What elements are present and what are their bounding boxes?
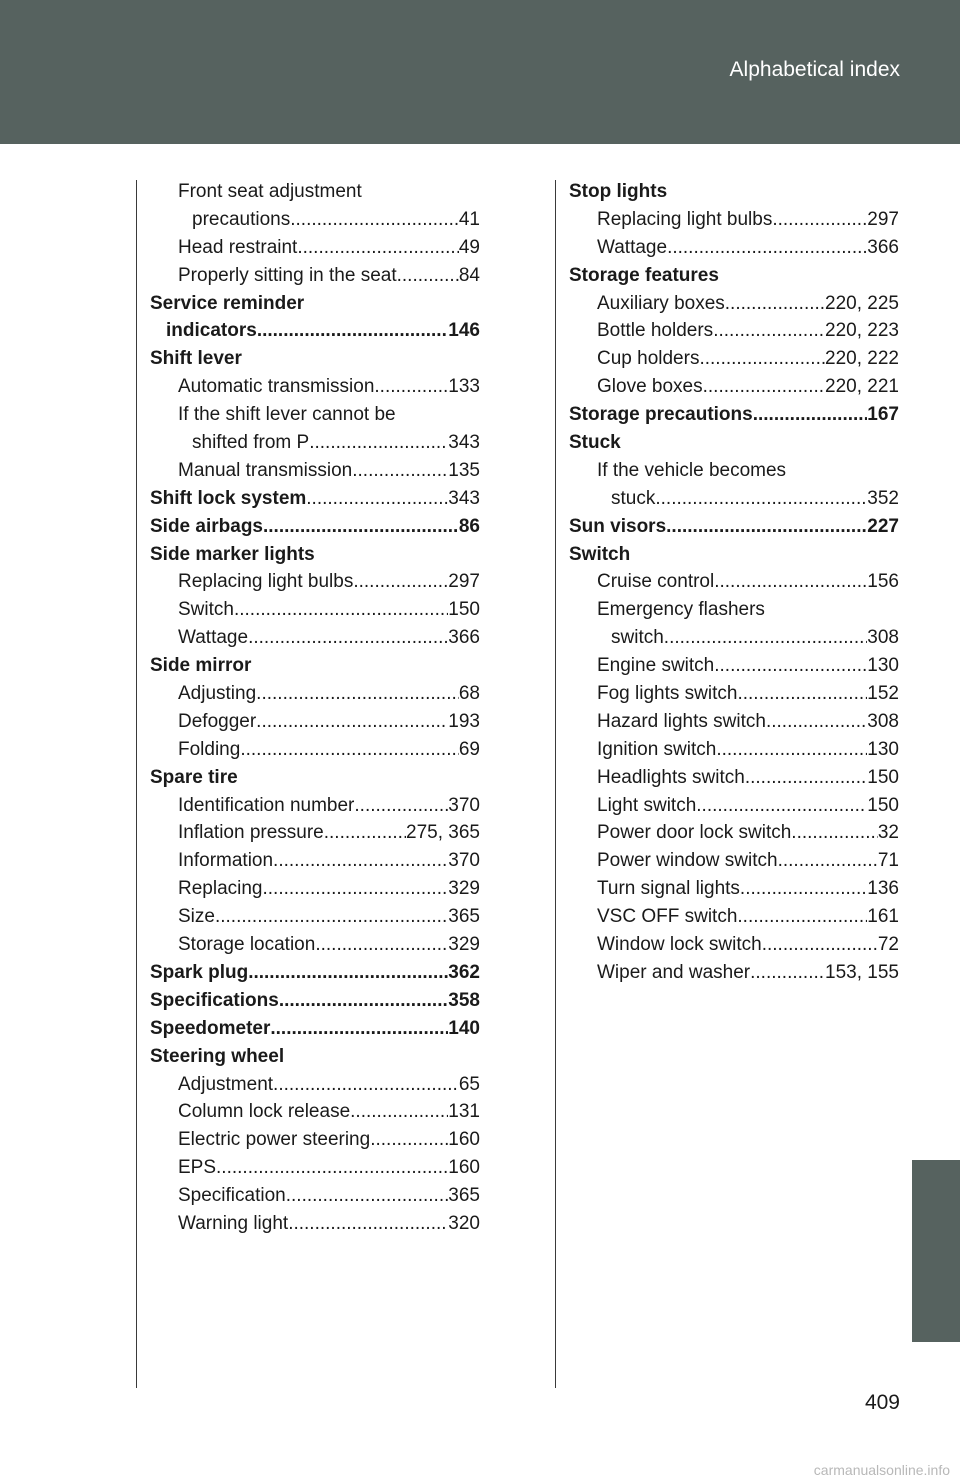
right-column-rule [555,180,556,1388]
index-entry-label: Side airbags [150,515,263,537]
dot-leader [725,290,825,318]
index-entry-label: Stuck [569,432,621,454]
index-entry [569,513,899,541]
index-entry-page: 150 [448,599,480,621]
index-entry [569,429,899,457]
index-entry-label: Side marker lights [150,543,315,565]
dot-leader [315,931,448,959]
index-entry-label: Properly sitting in the seat [178,264,397,286]
index-entry [569,345,899,373]
dot-leader [762,931,878,959]
index-entry [569,792,899,820]
index-entry-page: 133 [448,376,480,398]
section-tab [912,1160,960,1342]
index-entry-label: Fog lights switch [597,683,738,705]
index-entry [569,568,899,596]
index-entry [569,596,899,624]
index-entry [569,903,899,931]
index-entry-page: 68 [458,683,480,705]
index-entry [569,624,899,652]
index-entry-label: Bottle holders [597,320,714,342]
index-entry-page: 365 [448,1185,480,1207]
dot-leader [772,206,867,234]
dot-leader [374,373,448,401]
index-entry-page: 362 [448,961,480,983]
dot-leader [256,708,448,736]
index-entry [150,485,480,513]
index-entry-page: 135 [448,459,480,481]
dot-leader [778,847,878,875]
dot-leader [753,401,868,429]
index-entry-label: VSC OFF switch [597,906,738,928]
index-entry [569,234,899,262]
index-entry [150,1015,480,1043]
index-entry [569,401,899,429]
page-header [0,0,960,144]
index-entry-label: EPS [178,1157,217,1179]
index-entry-page: 365 [448,906,480,928]
index-entry [569,206,899,234]
index-entry-page: 140 [448,1017,480,1039]
index-entry-label: Switch [569,543,631,565]
index-entry-page: 136 [867,878,899,900]
index-entry-label: Specifications [150,989,279,1011]
index-entry-page: 308 [867,710,899,732]
index-entry [569,262,899,290]
dot-leader [216,1154,448,1182]
index-entry [569,875,899,903]
index-entry-label: If the shift lever cannot be [178,404,396,426]
index-entry-label: switch [611,627,664,649]
index-entry-page: 153, 155 [825,961,899,983]
index-entry [569,959,899,987]
dot-leader [397,262,459,290]
dot-leader [256,680,459,708]
dot-leader [257,317,448,345]
index-entry-label: shifted from P [192,432,310,454]
page-number: 409 [864,1391,900,1414]
index-entry [569,290,899,318]
index-entry-page: 130 [867,655,899,677]
footer-watermark: carmanualsonline.info [813,1462,950,1478]
dot-leader [215,903,448,931]
index-entry-page: 297 [448,571,480,593]
index-entry-page: 156 [867,571,899,593]
index-entry-page: 227 [867,515,899,537]
index-entry [150,178,480,206]
index-entry [150,903,480,931]
index-entry-page: 297 [867,208,899,230]
index-entry-label: Size [178,906,215,928]
index-entry-label: Electric power steering [178,1129,371,1151]
dot-leader [737,680,867,708]
index-entry-label: Manual transmission [178,459,353,481]
index-column-right [569,178,899,987]
dot-leader [352,457,448,485]
dot-leader [353,568,448,596]
index-entry-label: Turn signal lights [597,878,740,900]
dot-leader [737,903,867,931]
index-entry-page: 358 [448,989,480,1011]
index-entry [150,847,480,875]
index-entry [150,206,480,234]
index-entry-label: indicators [166,320,257,342]
index-entry-label: Wiper and washer [597,961,751,983]
dot-leader [766,708,867,736]
index-entry [150,680,480,708]
dot-leader [791,819,878,847]
dot-leader [248,959,448,987]
dot-leader [716,736,867,764]
dot-leader [666,513,867,541]
index-entry-page: 220, 222 [825,348,899,370]
dot-leader [703,373,825,401]
index-entry-label: Speedometer [150,1017,271,1039]
index-entry [150,792,480,820]
dot-leader [234,596,448,624]
index-entry-page: 370 [448,850,480,872]
index-entry-page: 160 [448,1129,480,1151]
index-entry-page: 193 [448,710,480,732]
index-entry-page: 131 [448,1101,480,1123]
dot-leader [273,847,448,875]
dot-leader [263,513,459,541]
index-entry-label: Spare tire [150,766,238,788]
dot-leader [655,485,867,513]
index-entry-label: Identification number [178,794,355,816]
index-entry-label: Window lock switch [597,934,762,956]
index-entry [150,959,480,987]
index-entry-label: Wattage [597,236,668,258]
index-entry [150,401,480,429]
index-entry-label: Glove boxes [597,376,703,398]
dot-leader [240,736,459,764]
index-entry-page: 220, 221 [825,376,899,398]
index-entry-label: Headlights switch [597,766,745,788]
index-entry-label: Storage precautions [569,404,753,426]
index-entry-page: 71 [877,850,899,872]
index-entry-label: Engine switch [597,655,715,677]
index-entry-page: 343 [448,432,480,454]
dot-leader [263,875,449,903]
dot-leader [714,652,867,680]
index-entry [150,736,480,764]
index-entry-label: Replacing light bulbs [597,208,773,230]
index-entry [150,764,480,792]
index-entry [150,875,480,903]
index-entry-label: Front seat adjustment [178,181,362,202]
index-entry-page: 329 [448,934,480,956]
dot-leader [664,624,868,652]
index-entry-label: Sun visors [569,515,667,537]
index-entry-label: Emergency flashers [597,599,765,621]
index-entry-label: Head restraint [178,236,298,258]
index-entry-label: Warning light [178,1212,289,1234]
index-entry [150,1098,480,1126]
index-entry-label: Specification [178,1185,286,1207]
index-entry [569,317,899,345]
index-entry-page: 220, 223 [825,320,899,342]
index-entry-page: 152 [867,683,899,705]
index-entry-label: Ignition switch [597,738,717,760]
index-column-left [150,178,480,1238]
index-entry [569,764,899,792]
index-entry-page: 65 [458,1073,480,1095]
index-entry [569,708,899,736]
index-entry [150,345,480,373]
index-entry [150,457,480,485]
dot-leader [286,1182,449,1210]
index-entry-label: Storage features [569,264,719,286]
index-entry-page: 86 [458,515,480,537]
index-entry [150,1182,480,1210]
index-entry [569,680,899,708]
index-entry-label: Replacing [178,878,263,900]
index-entry-label: Shift lever [150,348,242,370]
index-entry-label: Adjusting [178,683,257,705]
index-entry [569,178,899,206]
index-entry [150,234,480,262]
index-entry-label: Adjustment [178,1073,274,1095]
dot-leader [273,1071,459,1099]
index-entry [150,568,480,596]
index-entry-label: Side mirror [150,655,252,677]
dot-leader [309,429,448,457]
index-entry [150,1210,480,1238]
index-entry-page: 220, 225 [825,292,899,314]
index-entry [150,290,480,318]
dot-leader [279,987,448,1015]
dot-leader [350,1098,448,1126]
index-entry-page: 366 [867,236,899,258]
index-entry-page: 41 [458,208,480,230]
index-entry-page: 329 [448,878,480,900]
index-entry-label: Spark plug [150,961,249,983]
index-entry [150,1126,480,1154]
index-entry [569,541,899,569]
index-entry-page: 160 [448,1157,480,1179]
index-entry [150,429,480,457]
header-title: Alphabetical index [729,58,900,81]
index-entry-label: Power window switch [597,850,778,872]
index-entry-label: Column lock release [178,1101,351,1123]
index-entry [150,541,480,569]
index-entry [150,513,480,541]
index-entry-page: 84 [458,264,480,286]
index-entry [150,652,480,680]
index-entry [150,262,480,290]
index-entry [569,819,899,847]
index-entry [569,652,899,680]
index-entry-label: Storage location [178,934,316,956]
index-entry [569,485,899,513]
index-entry-label: Replacing light bulbs [178,571,354,593]
index-entry-page: 69 [458,738,480,760]
index-entry-label: Information [178,850,274,872]
dot-leader [699,345,825,373]
index-entry [150,1071,480,1099]
dot-leader [248,624,448,652]
index-entry-label: Inflation pressure [178,822,324,844]
index-entry [569,457,899,485]
index-entry-page: 343 [448,487,480,509]
index-entry-label: Shift lock system [150,487,307,509]
index-entry-label: Steering wheel [150,1045,285,1067]
index-entry-page: 146 [448,320,480,342]
index-entry-label: Switch [178,599,234,621]
index-entry [569,373,899,401]
index-entry [150,317,480,345]
index-entry-page: 370 [448,794,480,816]
index-entry-page: 161 [867,906,899,928]
index-entry [150,708,480,736]
dot-leader [745,764,867,792]
index-entry [150,987,480,1015]
dot-leader [354,792,448,820]
index-entry-label: Cup holders [597,348,700,370]
index-entry [150,624,480,652]
index-entry [569,736,899,764]
dot-leader [370,1126,448,1154]
index-entry-label: Wattage [178,627,249,649]
left-column-rule [136,180,137,1388]
index-entry-page: 49 [458,236,480,258]
dot-leader [714,568,867,596]
dot-leader [306,485,448,513]
index-entry-page: 366 [448,627,480,649]
index-entry [569,847,899,875]
index-entry-label: Power door lock switch [597,822,792,844]
index-entry [150,373,480,401]
dot-leader [667,234,867,262]
dot-leader [324,819,406,847]
index-entry-label: Service reminder [150,292,305,314]
index-entry-label: Auxiliary boxes [597,292,725,314]
index-entry-page: 150 [867,794,899,816]
index-entry [150,819,480,847]
index-entry-label: Light switch [597,794,697,816]
index-entry-label: Hazard lights switch [597,710,766,732]
dot-leader [750,959,825,987]
dot-leader [270,1015,448,1043]
index-entry-label: Defogger [178,710,257,732]
index-entry-page: 72 [877,934,899,956]
index-entry [150,1043,480,1071]
index-entry-label: Automatic transmission [178,376,375,398]
index-entry-page: 308 [867,627,899,649]
index-entry-page: 275, 365 [406,822,480,844]
index-entry-page: 150 [867,766,899,788]
index-entry [150,931,480,959]
index-entry-page: 32 [877,822,899,844]
dot-leader [288,1210,448,1238]
index-entry-label: If the vehicle becomes [597,459,787,481]
index-entry-label: Stop lights [569,181,668,202]
index-entry-page: 352 [867,487,899,509]
dot-leader [290,206,459,234]
index-entry-page: 167 [867,404,899,426]
dot-leader [740,875,867,903]
index-entry-page: 320 [448,1212,480,1234]
index-entry [150,596,480,624]
index-entry-label: precautions [192,208,291,230]
dot-leader [713,317,825,345]
index-entry-label: Folding [178,738,241,760]
index-entry-label: stuck [611,487,656,509]
index-entry [150,1154,480,1182]
index-entry-page: 130 [867,738,899,760]
dot-leader [696,792,867,820]
index-entry [569,931,899,959]
dot-leader [297,234,459,262]
index-entry-label: Cruise control [597,571,715,593]
